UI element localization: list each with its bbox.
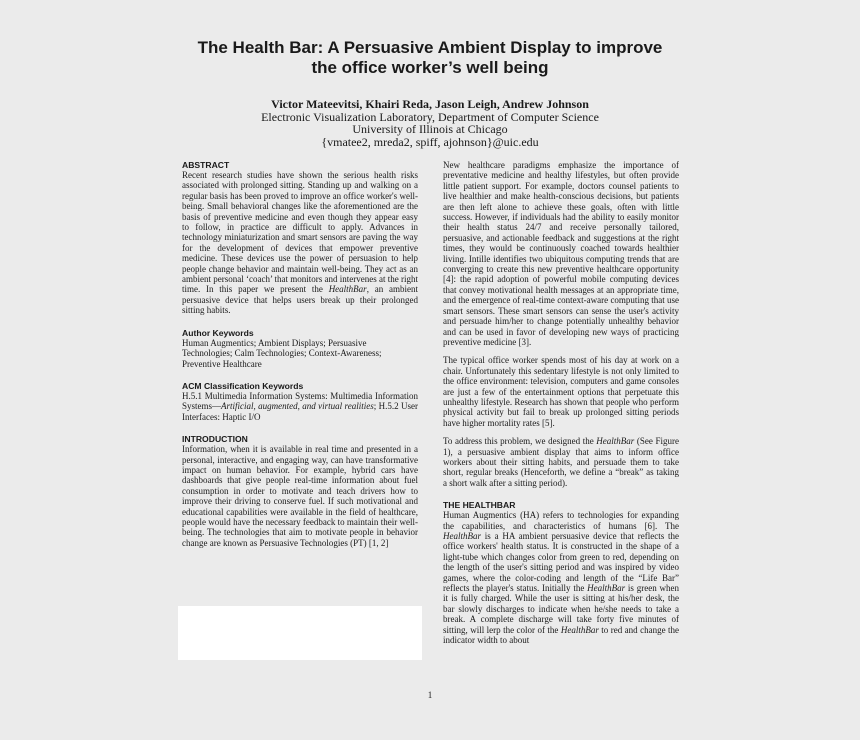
abstract-text: Recent research studies have shown the serious health risks associated with prolonged sitting. Standing up and walking on a regular basis has been proved to improve an office worker's well-being. Small behavioral changes like the aforementioned are the basis of preventive medicine and even though they appear easy to follow, in practice are difficult to apply. Advances in technology miniaturization and smart sensors are paving the way for the development of devices that empower preventive medicine. These devices use the power of persuasion to help people change behavior and maintain well-being. They act as an ambient personal ‘coach’ that monitors and intervenes at the right time. In this paper we present the HealthBar, an ambient persuasive device that helps users break up their prolonged sitting habits.	[182, 170, 419, 316]
right-column	[443, 160, 679, 645]
author-names: Victor Mateevitsi, Khairi Reda, Jason Leigh, Andrew Johnson	[271, 97, 589, 111]
left-column	[182, 160, 418, 548]
paragraph-healthbar: Human Augmentics (HA) refers to technologies for expanding the capabilities, and characteristics of humans [6]. The HealthBar is a HA ambient persuasive device that reflects the office workers' health status. It is constructed in the shape of a light-tube which changes color from green to red, depending on the length of the user's sitting period and was inspired by video games, where the color-coding and length of the “Life Bar” reflects the player's status. Initially the HealthBar is green when it is fully charged. While the user is sitting at his/her desk, the bar slowly discharges to indicate when he/she needs to take a break. A complete discharge will take forty five minutes of sitting, will lerp the color of the HealthBar to red and change the indicator width to about	[443, 510, 680, 646]
acm-classification-heading: ACM Classification Keywords	[182, 380, 304, 391]
affiliation-line-2: University of Illinois at Chicago	[352, 122, 508, 136]
paper-title	[110, 38, 750, 78]
affiliation-line-1: Electronic Visualization Laboratory, Department of Computer Science	[261, 109, 599, 124]
author-keywords-text: Human Augmentics; Ambient Displays; Persuasive Technologies; Calm Technologies; Context-Awareness; Preventive Healthcare	[182, 337, 382, 369]
page-number: 1	[427, 690, 433, 700]
introduction-text: Information, when it is available in real time and presented in a personal, interactive, and engaging way, can have transformative impact on human behavior. For example, hybrid cars have dashboards that give people real-time information about fuel consumption in order to motivate and teach drivers how to improve their driving to conserve fuel. If such motivational and educational capabilities were available in the field of healthcare, people would have the necessary feedback to maintain their well-being. The technologies that aim to motivate people in behavior change are known as Persuasive Technologies (PT) [1, 2]	[182, 444, 418, 548]
title-line-1: The Health Bar: A Persuasive Ambient Display to improve	[197, 38, 663, 57]
acm-classification-text: H.5.1 Multimedia Information Systems: Multimedia Information Systems—Artificial, augmented, and virtual realities; H.5.2 User Interfaces: Haptic I/O	[182, 390, 418, 422]
introduction-heading: INTRODUCTION	[182, 434, 248, 445]
copyright-space	[178, 606, 422, 660]
paragraph-healthcare-paradigms: New healthcare paradigms emphasize the importance of preventative medicine and healthy lifestyles, but often provide little patient support. For example, doctors counsel patients to live healthier and make health-conscious decisions, but patients are then left alone to achieve these goals, often with little success. However, if individuals had the ability to easily monitor their health status 24/7 and receive personally tailored, persuasive, and actionable feedback and suggestions at the right times, they would be continuously coached towards healthier living. Intille identifies two ubiquitous computing trends that are converging to create this new preventive healthcare opportunity [4]: the rapid adoption of powerful mobile computing devices that convey motivational health messages at an appropriate time, and the emergence of real-time context-aware computing that use smart sensors. These smart sensors can sense the user's activity and persuade him/her to change potentially unhealthy behavior and can be used in favor of developing new ways of practicing preventive medicine [3].	[443, 160, 679, 347]
title-line-2: the office worker’s well being	[311, 58, 549, 77]
paragraph-address-problem: To address this problem, we designed the HealthBar (See Figure 1), a persuasive ambient display that aims to inform office workers about their sitting habits, and persuade them to take short, regular breaks (Henceforth, we define a “break” as taking a short walk after a sitting period).	[443, 436, 679, 488]
author-keywords-heading: Author Keywords	[182, 327, 254, 338]
author-emails: {vmatee2, mreda2, spiff, ajohnson}@uic.edu	[321, 134, 539, 149]
author-block	[110, 98, 750, 148]
paragraph-office-worker: The typical office worker spends most of his day at work on a chair. Unfortunately this sedentary lifestyle is not only limited to the office environment: television, computers and game consoles are just a few of the entertainment options that perpetuate this unhealthy lifestyle. Research has shown that people who perform physical activity but fail to break up prolonged sitting periods have higher mortality rates [5].	[443, 355, 679, 428]
healthbar-heading: THE HEALTHBAR	[443, 500, 516, 511]
abstract-heading: ABSTRACT	[182, 160, 230, 170]
